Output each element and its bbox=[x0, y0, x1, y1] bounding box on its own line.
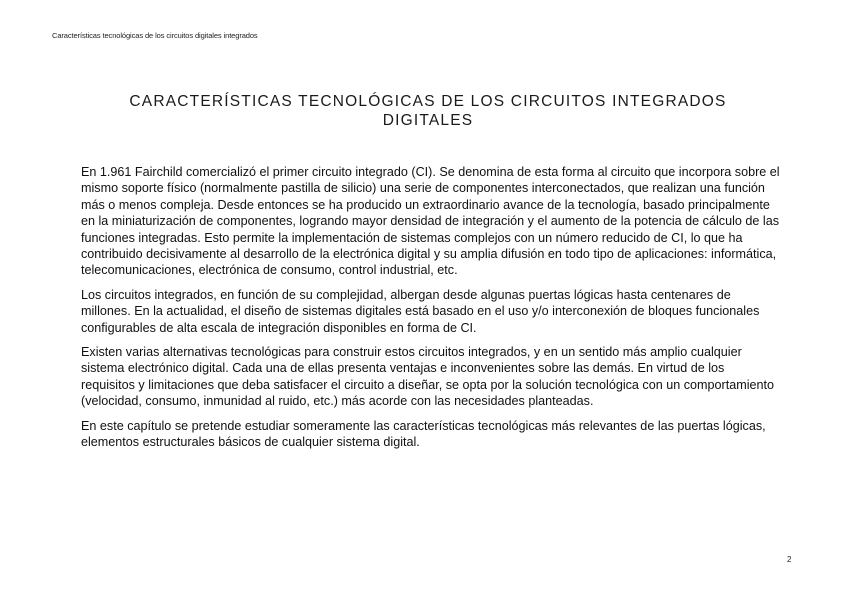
paragraph: Existen varias alternativas tecnológicas para construir estos circuitos integrados, y en un sentido más amplio cualquier sistema electrónico digital. Cada una de ellas presenta ventajas e inconvenientes sobre las demás. En virtud de los requisitos y limitaciones que deba satisfacer el circuito a diseñar, se opta por la solución tecnológica con un comportamiento (velocidad, consumo, inmunidad al ruido, etc.) más acorde con las necesidades planteadas. bbox=[81, 345, 775, 409]
document-title-line-2: DIGITALES bbox=[382, 112, 474, 129]
paragraph: Los circuitos integrados, en función de su complejidad, albergan desde algunas puertas lógicas hasta centenares de millones. En la actualidad, el diseño de sistemas digitales está basado en el uso y/o interconexión de bloques funcionales configurables de alta escala de integración disponibles en forma de CI. bbox=[81, 287, 760, 335]
paragraph: En 1.961 Fairchild comercializó el primer circuito integrado (CI). Se denomina de esta forma al circuito que incorpora sobre el mismo soporte físico (normalmente pastilla de silicio) una serie de componentes interconectados, que realizan una función más o menos compleja. Desde entonces se ha producido un extraordinario avance de la tecnología, basado principalmente en la miniaturización de componentes, logrando mayor densidad de integración y el aumento de la potencia de cálculo de las funciones integradas. Esto permite la implementación de sistemas complejos con un número reducido de CI, lo que ha contribuido decisivamente al desarrollo de la electrónica digital y su amplia difusión en todo tipo de aplicaciones: informática, telecomunicaciones, electrónica de consumo, control industrial, etc. bbox=[81, 165, 780, 278]
document-body bbox=[81, 164, 781, 459]
document-title bbox=[100, 92, 756, 130]
document-title-line-1: CARACTERÍSTICAS TECNOLÓGICAS DE LOS CIRCUITOS INTEGRADOS bbox=[129, 93, 727, 110]
paragraph: En este capítulo se pretende estudiar someramente las características tecnológicas más relevantes de las puertas lógicas, elementos estructurales básicos de cualquier sistema digital. bbox=[81, 418, 766, 450]
page-number: 2 bbox=[787, 555, 792, 564]
running-header: Características tecnológicas de los circuitos digitales integrados bbox=[52, 31, 258, 40]
